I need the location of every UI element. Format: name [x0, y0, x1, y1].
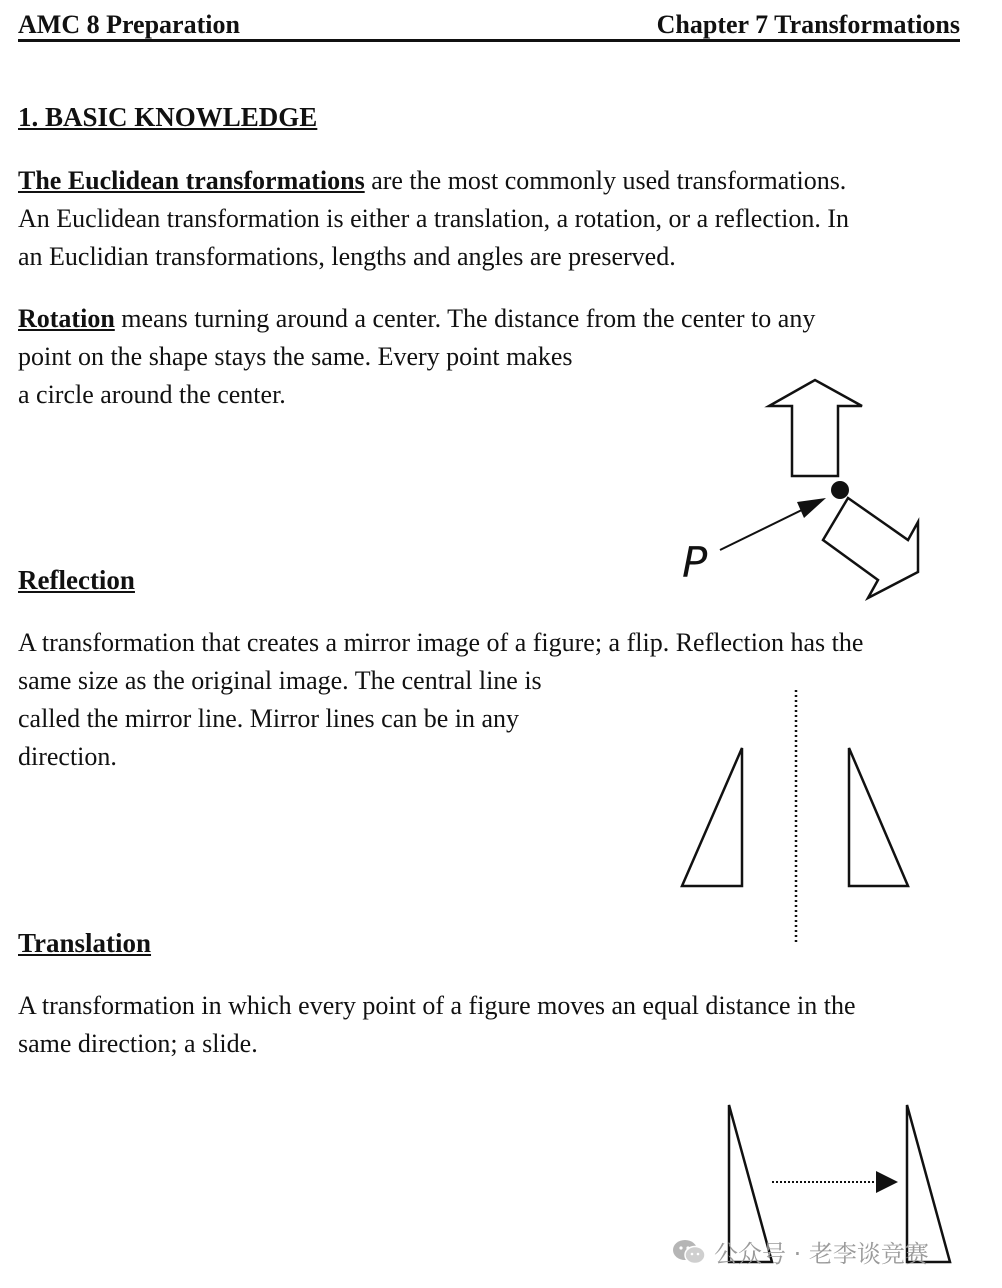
euclidean-term: The Euclidean transformations [18, 166, 365, 195]
reflection-line2: same size as the original image. The central line is [18, 666, 542, 695]
section-heading-reflection: Reflection [18, 565, 135, 595]
translation-paragraph [18, 987, 978, 1063]
translation-arrowhead [876, 1171, 898, 1193]
reflection-line4: direction. [18, 742, 117, 771]
header-chapter-title: Chapter 7 Transformations [656, 10, 960, 39]
upward-arrow-shape [769, 380, 862, 476]
pointer-line [720, 505, 812, 550]
translation-line2: same direction; a slide. [18, 1029, 258, 1058]
reflection-right-triangle [849, 748, 908, 886]
section-heading-basic-knowledge: 1. BASIC KNOWLEDGE [18, 102, 318, 132]
rotation-line2: point on the shape stays the same. Every point makes [18, 342, 573, 371]
reflection-left-triangle [682, 748, 742, 886]
euclidean-line3: an Euclidian transformations, lengths and angles are preserved. [18, 242, 676, 271]
watermark-text: 公众号 · 老李谈竞赛 [714, 1240, 929, 1268]
watermark [672, 1234, 929, 1269]
rotation-label-p: P [682, 538, 708, 587]
rotation-center-point [831, 481, 849, 499]
euclidean-paragraph [18, 162, 978, 276]
reflection-line3: called the mirror line. Mirror lines can be in any [18, 704, 520, 733]
euclidean-line2: An Euclidean transformation is either a translation, a rotation, or a reflection. In [18, 204, 849, 233]
wechat-logo-icon [672, 1238, 706, 1266]
rotation-line1: means turning around a center. The distance from the center to any [114, 304, 816, 333]
header-divider [18, 39, 960, 42]
header-book-title: AMC 8 Preparation [18, 10, 240, 39]
rotation-term: Rotation [18, 304, 115, 333]
section-heading-translation: Translation [18, 928, 152, 958]
reflection-line1: A transformation that creates a mirror image of a figure; a flip. Reflection has the [18, 628, 864, 657]
rotation-figure [660, 370, 940, 610]
euclidean-line1: are the most commonly used transformations. [364, 166, 847, 195]
translation-line1: A transformation in which every point of a figure moves an equal distance in the [18, 991, 856, 1020]
pointer-arrowhead [797, 498, 826, 518]
rotation-line3: a circle around the center. [18, 380, 286, 409]
reflection-figure [670, 680, 930, 950]
rotated-arrow-shape [823, 498, 918, 598]
